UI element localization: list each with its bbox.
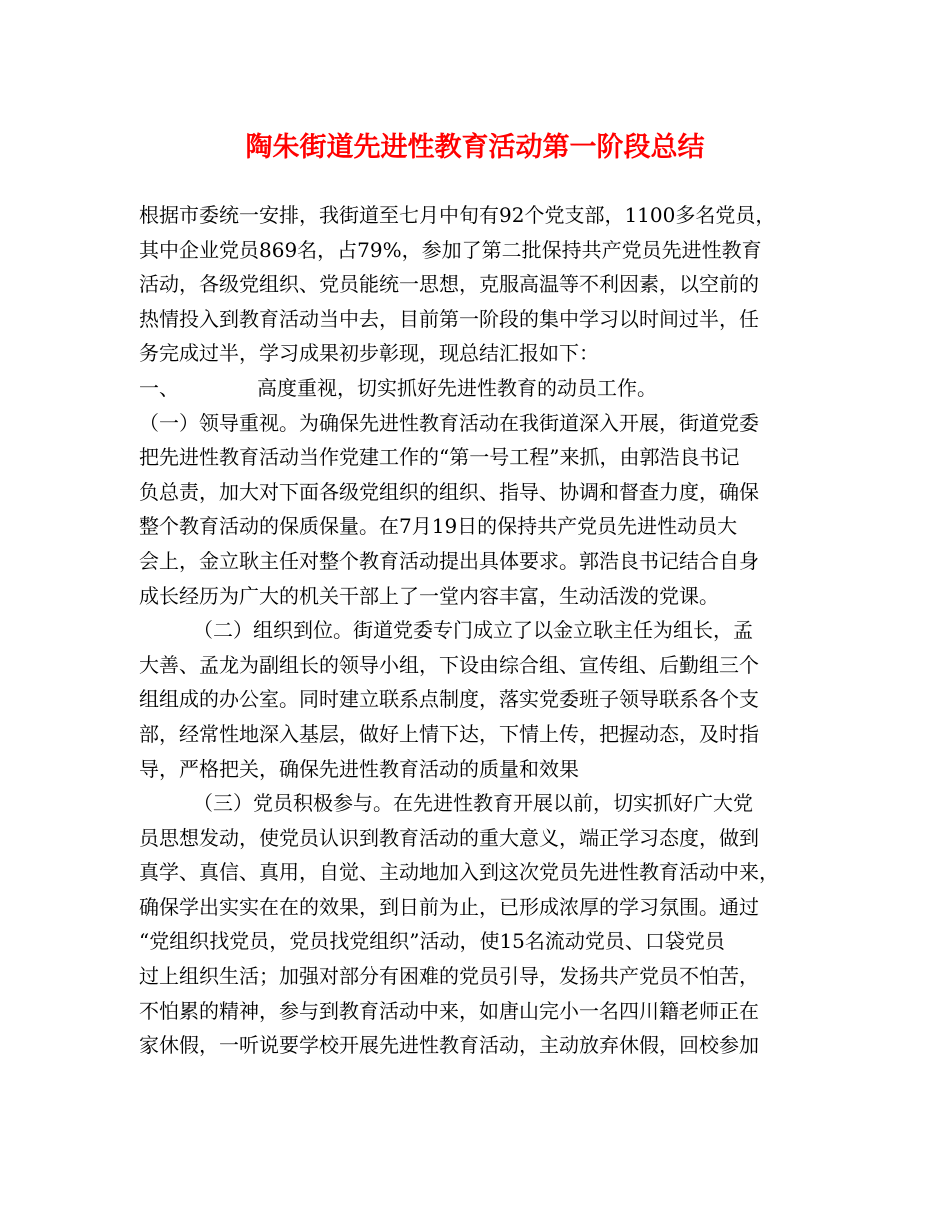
paragraph-line: 确保学出实实在在的效果，到日前为止，已形成浓厚的学习氛围。通过 (139, 894, 759, 919)
paragraph-line: 组组成的办公室。同时建立联系点制度，落实党委班子领导联系各个支 (139, 687, 759, 712)
document-title: 陶朱街道先进性教育活动第一阶段总结 (245, 132, 705, 163)
section-heading-number: 一、 (139, 375, 179, 400)
paragraph-line: （一）领导重视。为确保先进性教育活动在我街道深入开展，街道党委 (139, 410, 759, 435)
document-body (139, 198, 829, 1063)
paragraph-line: 负总责，加大对下面各级党组织的组织、指导、协调和督查力度，确保 (139, 479, 759, 504)
paragraph-line: 整个教育活动的保质保量。在7月19日的保持共产党员先进性动员大 (139, 514, 738, 539)
paragraph-line: 导，严格把关，确保先进性教育活动的质量和效果 (139, 756, 579, 781)
paragraph-line: 员思想发动，使党员认识到教育活动的重大意义，端正学习态度，做到 (139, 825, 759, 850)
paragraph-line: 不怕累的精神，参与到教育活动中来，如唐山完小一名四川籍老师正在 (139, 998, 759, 1023)
paragraph-line: 过上组织生活；加强对部分有困难的党员引导，发扬共产党员不怕苦， (139, 964, 759, 989)
paragraph-line: 成长经历为广大的机关干部上了一堂内容丰富，生动活泼的党课。 (139, 583, 719, 608)
paragraph-line: （三）党员积极参与。在先进性教育开展以前，切实抓好广大党 (193, 791, 753, 816)
paragraph-line: 务完成过半，学习成果初步彰现，现总结汇报如下： (139, 341, 599, 366)
paragraph-line: 会上，金立耿主任对整个教育活动提出具体要求。郭浩良书记结合自身 (139, 548, 759, 573)
paragraph-line: 其中企业党员869名，占79%，参加了第二批保持共产党员先进性教育 (139, 237, 762, 262)
paragraph-line: 大善、孟龙为副组长的领导小组，下设由综合组、宣传组、后勤组三个 (139, 652, 759, 677)
paragraph-line: （二）组织到位。街道党委专门成立了以金立耿主任为组长，孟 (193, 618, 753, 643)
paragraph-line: 根据市委统一安排，我街道至七月中旬有92个党支部，1100多名党员， (139, 203, 776, 227)
section-heading (139, 371, 829, 406)
paragraph-line: 热情投入到教育活动当中去，目前第一阶段的集中学习以时间过半，任 (139, 306, 759, 331)
paragraph-line: 家休假，一听说要学校开展先进性教育活动，主动放弃休假，回校参加 (139, 1033, 759, 1058)
paragraph-line: “党组织找党员，党员找党组织”活动，使15名流动党员、口袋党员 (139, 929, 725, 954)
section-heading-text: 高度重视，切实抓好先进性教育的动员工作。 (257, 375, 657, 400)
paragraph-line: 真学、真信、真用，自觉、主动地加入到这次党员先进性教育活动中来， (139, 860, 779, 885)
paragraph-line: 部，经常性地深入基层，做好上情下达，下情上传，把握动态，及时指 (139, 721, 759, 746)
paragraph-line: 活动，各级党组织、党员能统一思想，克服高温等不利因素，以空前的 (139, 272, 759, 297)
paragraph-line: 把先进性教育活动当作党建工作的“第一号工程”来抓，由郭浩良书记 (139, 445, 740, 470)
